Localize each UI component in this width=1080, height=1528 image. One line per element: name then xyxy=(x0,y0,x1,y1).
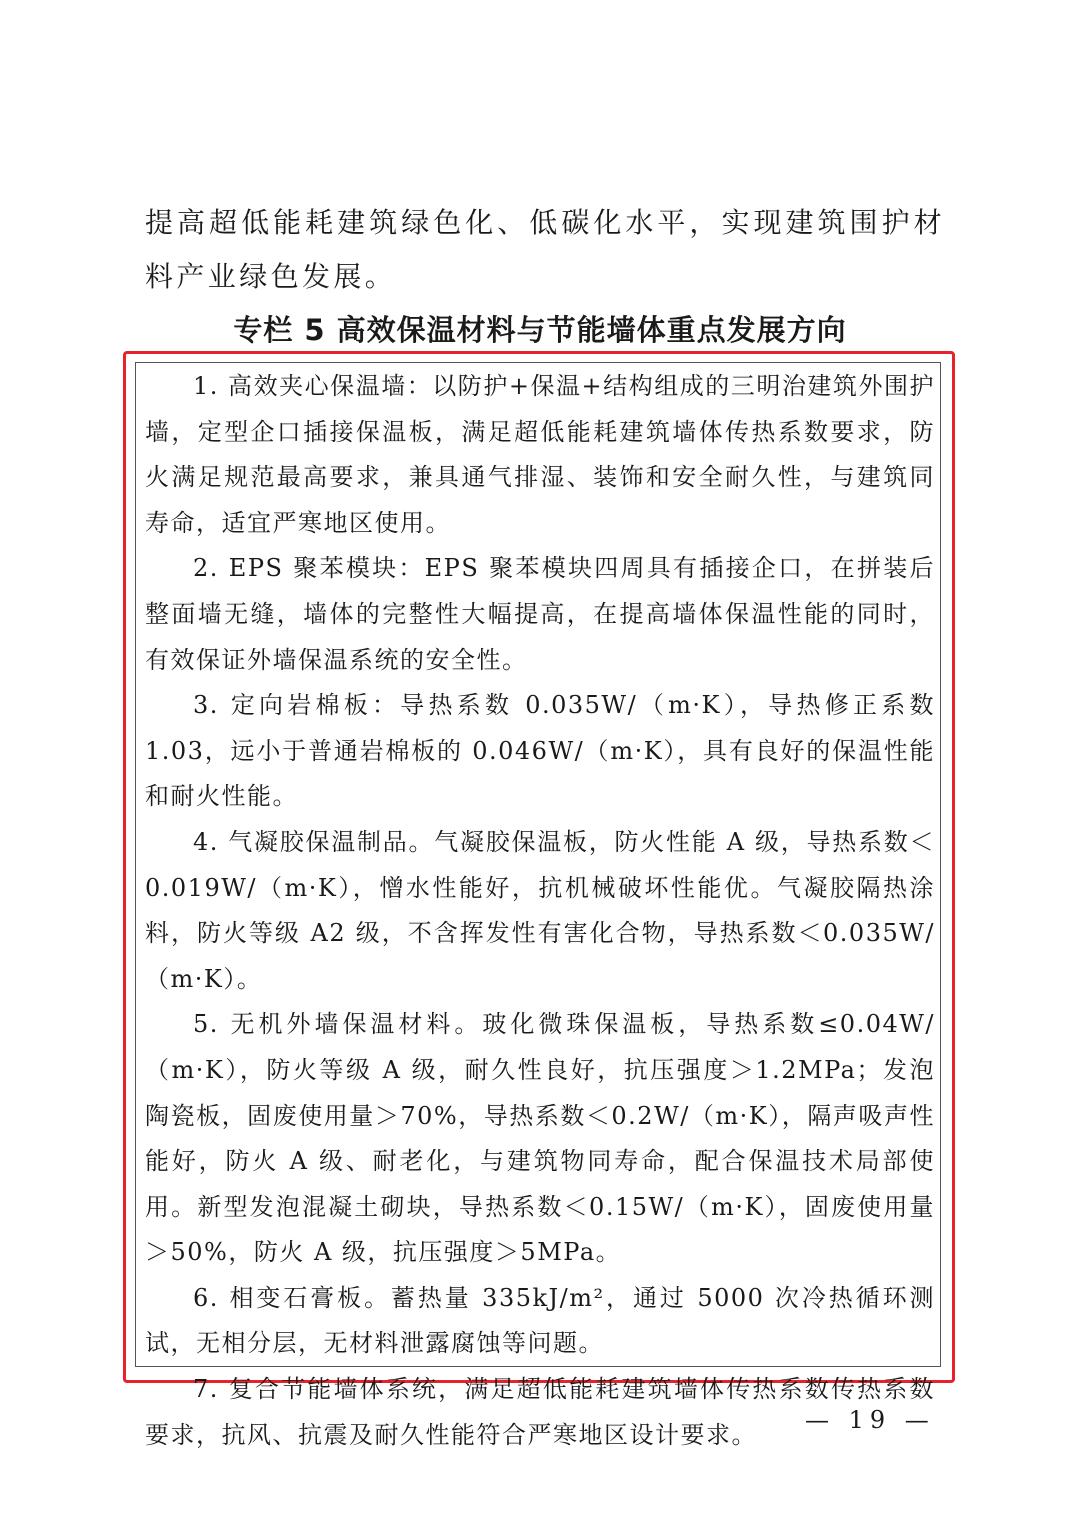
box-item-1: 1. 高效夹心保温墙：以防护+保温+结构组成的三明治建筑外围护墙，定型企口插接保温板，满足超低能耗建筑墙体传热系数要求，防火满足规范最高要求，兼具通气排湿、装饰和安全耐久性，与建筑同寿命，适宜严寒地区使用。 xyxy=(145,372,935,537)
box-item-2: 2. EPS 聚苯模块：EPS 聚苯模块四周具有插接企口，在拼装后整面墙无缝，墙体的完整性大幅提高，在提高墙体保温性能的同时，有效保证外墙保温系统的安全性。 xyxy=(145,554,935,674)
box-body xyxy=(145,364,935,1458)
box-item-3: 3. 定向岩棉板：导热系数 0.035W/（m·K），导热修正系数 1.03，远小于普通岩棉板的 0.046W/（m·K），具有良好的保温性能和耐火性能。 xyxy=(145,691,935,811)
intro-paragraph: 提高超低能耗建筑绿色化、低碳化水平，实现建筑围护材料产业绿色发展。 xyxy=(145,206,945,293)
box-item-4: 4. 气凝胶保温制品。气凝胶保温板，防火性能 A 级，导热系数＜0.019W/（m·K），憎水性能好，抗机械破坏性能优。气凝胶隔热涂料，防火等级 A2 级，不含挥发性有害化合物，导热系数＜0.035W/（m·K）。 xyxy=(145,827,935,993)
box-title: 专栏 5 高效保温材料与节能墙体重点发展方向 xyxy=(233,313,847,347)
box-item-5: 5. 无机外墙保温材料。玻化微珠保温板，导热系数≤0.04W/（m·K），防火等级 A 级，耐久性良好，抗压强度＞1.2MPa；发泡陶瓷板，固废使用量＞70%，导热系数＜0.2W/（m·K），隔声吸声性能好，防火 A 级、耐老化，与建筑物同寿命，配合保温技术局部使用。新型发泡混凝土砌块，导热系数＜0.15W/（m·K），固废使用量＞50%，防火 A 级，抗压强度＞5MPa。 xyxy=(145,1010,935,1267)
box-item-7: 7. 复合节能墙体系统，满足超低能耗建筑墙体传热系数传热系数要求，抗风、抗震及耐久性能符合严寒地区设计要求。 xyxy=(145,1375,935,1449)
box-item-6: 6. 相变石膏板。蓄热量 335kJ/m²，通过 5000 次冷热循环测试，无相分层，无材料泄露腐蚀等问题。 xyxy=(145,1283,935,1358)
page-number: — 19 — xyxy=(805,1406,935,1434)
